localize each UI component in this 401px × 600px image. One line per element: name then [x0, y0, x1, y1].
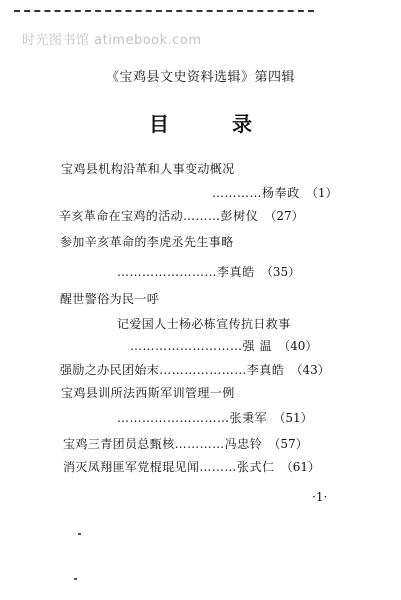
toc-heading: 目 录	[149, 112, 280, 136]
toc-entry-author: 杨奉政	[262, 186, 300, 200]
toc-entry-author: 强 温	[242, 339, 273, 353]
toc-entry-title: 宝鸡县训所法西斯军训管理一例	[61, 386, 235, 400]
toc-entry-author: 张式仁	[236, 460, 275, 474]
toc-entry-page: （57）	[268, 437, 308, 451]
toc-entry-title: 参加辛亥革命的李虎丞先生事略	[60, 235, 234, 249]
toc-entry	[63, 436, 308, 452]
toc-entry	[59, 208, 304, 224]
dot-leader: …………	[174, 437, 225, 451]
toc-entry-title: 强励之办民团始末	[60, 363, 160, 377]
scan-speck	[78, 533, 81, 535]
toc-entry-author: 李真皓	[217, 265, 255, 279]
toc-entry-subtitle: 记爱国人士杨必栋宣传抗日救事	[117, 317, 291, 331]
toc-entry-page: （27）	[264, 209, 304, 223]
toc-entry-author: 张秉军	[229, 411, 268, 425]
toc-entry-page: （43）	[290, 363, 330, 377]
toc-entry-page: （51）	[273, 411, 313, 425]
toc-entry-leader	[117, 410, 313, 426]
toc-entry-author: 李真皓	[246, 363, 285, 377]
toc-entry-title: 宝鸡县机构沿革和人事变动概况	[61, 162, 235, 176]
dot-leader: …………	[212, 186, 262, 200]
dot-leader: ………………………	[130, 339, 243, 353]
toc-entry-leader	[117, 264, 300, 280]
toc-entry-author: 冯忠铃	[224, 437, 263, 451]
watermark: 时光图书馆 atimebook.com	[22, 33, 202, 48]
toc-entry-title: 醒世警俗为民一呼	[60, 292, 160, 306]
page-number: ·1·	[312, 490, 328, 504]
dot-leader: ……………………	[117, 265, 217, 279]
toc-entry-page: （1）	[305, 186, 338, 200]
dot-leader: ………	[183, 209, 221, 223]
toc-entry-title: 消灭凤翔匪军党棍琨见闻	[63, 460, 200, 474]
toc-entry	[63, 459, 320, 475]
toc-entry-author: 彭树仪	[220, 209, 259, 223]
toc-entry-title: 宝鸡三青团员总甄核	[63, 437, 175, 451]
toc-entry-title: 辛亥革命在宝鸡的活动	[59, 209, 184, 223]
dot-leader: ………	[199, 460, 237, 474]
toc-entry-page: （40）	[278, 339, 318, 353]
series-title: 《宝鸡县文史资料选辑》第四辑	[105, 70, 295, 85]
scan-speck	[74, 578, 77, 580]
toc-entry-page: （35）	[260, 265, 301, 279]
toc-entry-leader	[130, 338, 317, 354]
dot-leader: …………………	[159, 363, 247, 377]
dot-leader: ………………………	[117, 411, 230, 425]
toc-entry-page: （61）	[280, 460, 320, 474]
toc-entry	[60, 362, 330, 378]
toc-entry-leader	[212, 185, 337, 201]
